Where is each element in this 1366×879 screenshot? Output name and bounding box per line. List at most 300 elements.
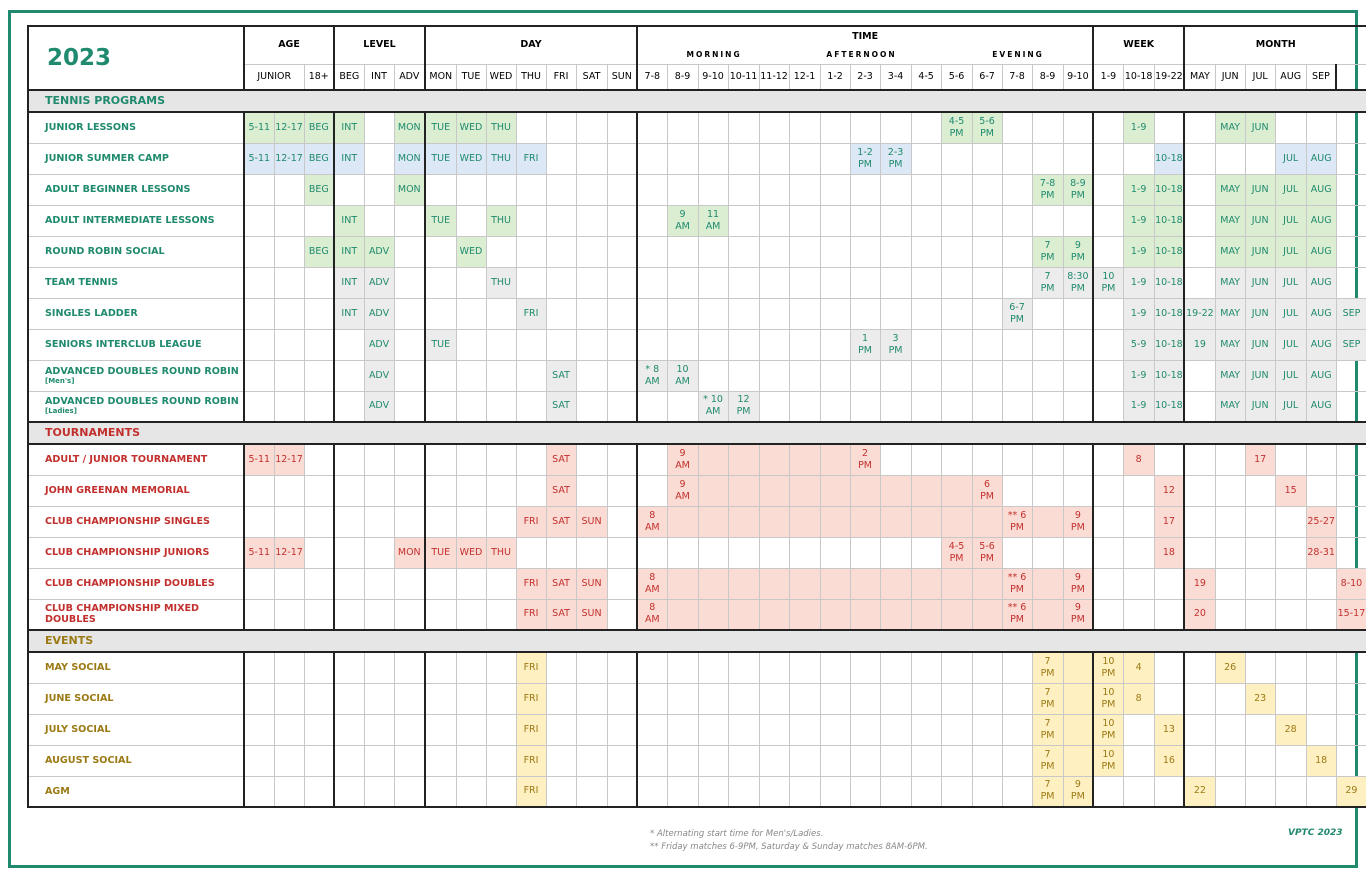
- schedule-cell: [456, 714, 486, 745]
- schedule-cell: 8 AM: [637, 506, 667, 537]
- table-row: [28, 205, 1366, 236]
- schedule-cell: [1215, 506, 1245, 537]
- schedule-cell: 10 PM: [1093, 267, 1123, 298]
- schedule-cell: [972, 329, 1002, 360]
- column-header: SAT: [576, 64, 607, 90]
- schedule-cell: AUG: [1306, 174, 1336, 205]
- schedule-cell: [911, 391, 941, 422]
- schedule-cell: [486, 683, 516, 714]
- schedule-cell: [304, 776, 334, 807]
- schedule-cell: [789, 143, 820, 174]
- schedule-cell: [304, 267, 334, 298]
- schedule-cell: [728, 329, 759, 360]
- column-header: 18+: [304, 64, 334, 90]
- schedule-cell: [1063, 329, 1093, 360]
- schedule-cell: [667, 143, 698, 174]
- schedule-cell: [789, 599, 820, 630]
- schedule-cell: [425, 391, 456, 422]
- schedule-cell: [607, 475, 637, 506]
- schedule-cell: 7 PM: [1032, 714, 1063, 745]
- schedule-cell: [759, 174, 789, 205]
- schedule-cell: [1063, 537, 1093, 568]
- schedule-cell: [486, 174, 516, 205]
- schedule-cell: ADV: [364, 267, 394, 298]
- schedule-cell: [820, 112, 850, 143]
- schedule-cell: [759, 267, 789, 298]
- schedule-cell: [1063, 112, 1093, 143]
- schedule-cell: [1063, 391, 1093, 422]
- schedule-cell: [820, 174, 850, 205]
- row-label: JOHN GREENAN MEMORIAL: [28, 475, 244, 506]
- schedule-cell: WED: [456, 143, 486, 174]
- schedule-cell: * 10 AM: [698, 391, 728, 422]
- schedule-cell: [516, 391, 546, 422]
- column-header: 3-4: [880, 64, 911, 90]
- column-header: SEP: [1306, 64, 1336, 90]
- column-header: 11-12: [759, 64, 789, 90]
- schedule-cell: [1063, 475, 1093, 506]
- schedule-cell: 2 PM: [850, 444, 880, 475]
- column-header: JUNIOR: [244, 64, 304, 90]
- schedule-cell: [789, 267, 820, 298]
- schedule-cell: [425, 475, 456, 506]
- schedule-cell: [1184, 745, 1215, 776]
- row-label: ADVANCED DOUBLES ROUND ROBIN [Ladies]: [28, 391, 244, 422]
- schedule-cell: [1032, 391, 1063, 422]
- schedule-cell: [698, 475, 728, 506]
- schedule-cell: [911, 745, 941, 776]
- row-label: ADULT / JUNIOR TOURNAMENT: [28, 444, 244, 475]
- row-label: ADULT INTERMEDIATE LESSONS: [28, 205, 244, 236]
- schedule-cell: [880, 174, 911, 205]
- row-label: CLUB CHAMPIONSHIP SINGLES: [28, 506, 244, 537]
- schedule-cell: [728, 683, 759, 714]
- schedule-cell: JUL: [1275, 391, 1306, 422]
- schedule-cell: [274, 568, 304, 599]
- schedule-cell: JUL: [1275, 360, 1306, 391]
- schedule-cell: [1245, 714, 1275, 745]
- schedule-cell: [244, 568, 274, 599]
- schedule-cell: [607, 205, 637, 236]
- schedule-cell: [1093, 205, 1123, 236]
- schedule-cell: [486, 329, 516, 360]
- schedule-cell: [972, 506, 1002, 537]
- schedule-cell: [637, 714, 667, 745]
- row-label: CLUB CHAMPIONSHIP JUNIORS: [28, 537, 244, 568]
- schedule-cell: [1245, 506, 1275, 537]
- schedule-cell: SAT: [546, 444, 576, 475]
- schedule-cell: [880, 537, 911, 568]
- schedule-cell: 2-3 PM: [880, 143, 911, 174]
- schedule-cell: [972, 568, 1002, 599]
- schedule-cell: [1154, 444, 1184, 475]
- schedule-cell: [759, 112, 789, 143]
- schedule-cell: [425, 174, 456, 205]
- schedule-cell: [364, 714, 394, 745]
- schedule-cell: JUN: [1245, 174, 1275, 205]
- schedule-cell: [759, 568, 789, 599]
- schedule-cell: 7 PM: [1032, 776, 1063, 807]
- column-header: 10-11: [728, 64, 759, 90]
- schedule-cell: [1184, 112, 1215, 143]
- schedule-cell: [941, 506, 972, 537]
- row-label: CLUB CHAMPIONSHIP MIXED DOUBLES: [28, 599, 244, 630]
- schedule-cell: [1184, 506, 1215, 537]
- schedule-cell: [880, 236, 911, 267]
- schedule-cell: 9 AM: [667, 205, 698, 236]
- schedule-cell: JUL: [1275, 143, 1306, 174]
- schedule-cell: [1245, 745, 1275, 776]
- schedule-cell: [456, 444, 486, 475]
- schedule-cell: [850, 506, 880, 537]
- schedule-cell: 5-11: [244, 143, 274, 174]
- row-label: JULY SOCIAL: [28, 714, 244, 745]
- table-row: [28, 112, 1366, 143]
- schedule-cell: [1275, 506, 1306, 537]
- schedule-cell: [759, 776, 789, 807]
- schedule-cell: [1123, 714, 1154, 745]
- schedule-cell: BEG: [304, 112, 334, 143]
- schedule-cell: [576, 267, 607, 298]
- schedule-cell: [394, 506, 425, 537]
- row-label: SENIORS INTERCLUB LEAGUE: [28, 329, 244, 360]
- schedule-cell: [304, 537, 334, 568]
- schedule-cell: [728, 360, 759, 391]
- schedule-cell: [364, 652, 394, 683]
- schedule-cell: JUL: [1275, 174, 1306, 205]
- schedule-cell: [637, 391, 667, 422]
- row-sublabel: [Men's]: [45, 376, 75, 385]
- schedule-cell: [637, 298, 667, 329]
- schedule-cell: [1123, 506, 1154, 537]
- schedule-cell: 7 PM: [1032, 267, 1063, 298]
- schedule-cell: [1093, 236, 1123, 267]
- schedule-cell: [850, 112, 880, 143]
- schedule-cell: [1063, 360, 1093, 391]
- schedule-cell: [820, 444, 850, 475]
- schedule-cell: [1032, 112, 1063, 143]
- schedule-cell: [941, 143, 972, 174]
- schedule-cell: [759, 205, 789, 236]
- schedule-cell: [576, 205, 607, 236]
- schedule-cell: 15: [1275, 475, 1306, 506]
- schedule-cell: [1306, 683, 1336, 714]
- schedule-cell: [516, 267, 546, 298]
- schedule-cell: [698, 174, 728, 205]
- schedule-cell: [911, 506, 941, 537]
- schedule-cell: [850, 714, 880, 745]
- schedule-cell: 19-22: [1184, 298, 1215, 329]
- schedule-cell: [1032, 329, 1063, 360]
- schedule-cell: [637, 112, 667, 143]
- schedule-cell: [576, 236, 607, 267]
- schedule-cell: BEG: [304, 143, 334, 174]
- schedule-cell: [789, 360, 820, 391]
- schedule-cell: [728, 568, 759, 599]
- schedule-cell: TUE: [425, 205, 456, 236]
- schedule-cell: [1215, 537, 1245, 568]
- schedule-cell: [486, 360, 516, 391]
- schedule-cell: [820, 599, 850, 630]
- schedule-cell: [304, 714, 334, 745]
- schedule-cell: [1123, 568, 1154, 599]
- schedule-cell: 9 PM: [1063, 506, 1093, 537]
- schedule-cell: 10-18: [1154, 267, 1184, 298]
- schedule-cell: [1002, 391, 1032, 422]
- schedule-cell: [425, 267, 456, 298]
- schedule-cell: 13: [1154, 714, 1184, 745]
- schedule-cell: [576, 329, 607, 360]
- row-label: JUNIOR LESSONS: [28, 112, 244, 143]
- schedule-cell: AUG: [1306, 236, 1336, 267]
- schedule-cell: 28: [1275, 714, 1306, 745]
- schedule-cell: [425, 652, 456, 683]
- row-label: AUGUST SOCIAL: [28, 745, 244, 776]
- schedule-cell: 18: [1154, 537, 1184, 568]
- schedule-cell: [456, 298, 486, 329]
- schedule-cell: [789, 683, 820, 714]
- schedule-cell: [576, 298, 607, 329]
- schedule-cell: [1063, 683, 1093, 714]
- schedule-cell: [880, 599, 911, 630]
- schedule-cell: SAT: [546, 391, 576, 422]
- schedule-cell: [364, 444, 394, 475]
- schedule-cell: FRI: [516, 298, 546, 329]
- schedule-cell: [1336, 391, 1366, 422]
- schedule-cell: 8: [1123, 683, 1154, 714]
- schedule-cell: 10-18: [1154, 143, 1184, 174]
- table-row: [28, 174, 1366, 205]
- schedule-cell: [394, 298, 425, 329]
- schedule-cell: 5-9: [1123, 329, 1154, 360]
- schedule-cell: [1184, 143, 1215, 174]
- schedule-cell: [637, 776, 667, 807]
- schedule-cell: [546, 537, 576, 568]
- schedule-cell: JUN: [1245, 267, 1275, 298]
- schedule-cell: [516, 174, 546, 205]
- schedule-cell: 9 AM: [667, 475, 698, 506]
- schedule-cell: [607, 714, 637, 745]
- schedule-cell: [486, 652, 516, 683]
- schedule-cell: [667, 745, 698, 776]
- schedule-cell: [425, 745, 456, 776]
- schedule-cell: BEG: [304, 174, 334, 205]
- schedule-cell: [1306, 599, 1336, 630]
- schedule-cell: [425, 236, 456, 267]
- schedule-cell: [394, 568, 425, 599]
- schedule-cell: [667, 298, 698, 329]
- schedule-cell: [850, 174, 880, 205]
- schedule-cell: [667, 568, 698, 599]
- schedule-cell: MAY: [1215, 267, 1245, 298]
- schedule-cell: 28-31: [1306, 537, 1336, 568]
- schedule-cell: [274, 652, 304, 683]
- footnote-friday-matches: ** Friday matches 6-9PM, Saturday & Sunday matches 8AM-6PM.: [650, 842, 928, 852]
- schedule-cell: [1123, 475, 1154, 506]
- schedule-cell: [364, 599, 394, 630]
- schedule-cell: [1002, 329, 1032, 360]
- schedule-cell: [911, 652, 941, 683]
- schedule-cell: [1093, 444, 1123, 475]
- schedule-cell: [486, 298, 516, 329]
- schedule-cell: [1093, 298, 1123, 329]
- schedule-cell: [759, 652, 789, 683]
- table-row: [28, 537, 1366, 568]
- table-row: [28, 683, 1366, 714]
- table-row: [28, 267, 1366, 298]
- schedule-cell: [941, 652, 972, 683]
- schedule-cell: [576, 391, 607, 422]
- section-header-events: EVENTS: [28, 630, 1366, 652]
- schedule-cell: 10-18: [1154, 391, 1184, 422]
- schedule-cell: [880, 475, 911, 506]
- group-header-time: TIME MORNING AFTERNOON EVENING: [637, 26, 1093, 64]
- column-header: 8-9: [667, 64, 698, 90]
- schedule-cell: [274, 205, 304, 236]
- schedule-cell: [1184, 537, 1215, 568]
- schedule-cell: [698, 298, 728, 329]
- schedule-cell: [607, 391, 637, 422]
- schedule-cell: [759, 475, 789, 506]
- schedule-cell: [1275, 599, 1306, 630]
- schedule-cell: [1184, 236, 1215, 267]
- schedule-cell: [274, 329, 304, 360]
- schedule-cell: 5-11: [244, 112, 274, 143]
- schedule-cell: [728, 143, 759, 174]
- schedule-cell: [1123, 537, 1154, 568]
- schedule-cell: [850, 745, 880, 776]
- schedule-cell: 7-8 PM: [1032, 174, 1063, 205]
- schedule-cell: 1-9: [1123, 360, 1154, 391]
- schedule-cell: [1184, 444, 1215, 475]
- schedule-cell: 22: [1184, 776, 1215, 807]
- schedule-cell: [759, 537, 789, 568]
- schedule-cell: [1002, 776, 1032, 807]
- schedule-cell: [516, 236, 546, 267]
- schedule-cell: [820, 391, 850, 422]
- schedule-cell: [880, 298, 911, 329]
- schedule-cell: 10-18: [1154, 298, 1184, 329]
- schedule-cell: [728, 236, 759, 267]
- schedule-cell: [789, 236, 820, 267]
- schedule-cell: [850, 267, 880, 298]
- schedule-cell: [304, 329, 334, 360]
- schedule-cell: [244, 714, 274, 745]
- schedule-cell: [576, 537, 607, 568]
- schedule-cell: [576, 475, 607, 506]
- schedule-cell: 4: [1123, 652, 1154, 683]
- schedule-cell: [667, 537, 698, 568]
- schedule-cell: [850, 599, 880, 630]
- schedule-cell: [1063, 714, 1093, 745]
- schedule-cell: [698, 329, 728, 360]
- schedule-cell: [972, 776, 1002, 807]
- schedule-cell: [274, 683, 304, 714]
- schedule-cell: [941, 329, 972, 360]
- schedule-cell: [274, 298, 304, 329]
- schedule-cell: [698, 112, 728, 143]
- schedule-cell: 5-11: [244, 444, 274, 475]
- schedule-cell: 4-5 PM: [941, 537, 972, 568]
- schedule-cell: [1093, 329, 1123, 360]
- schedule-cell: [1154, 568, 1184, 599]
- schedule-cell: [1336, 360, 1366, 391]
- schedule-cell: WED: [456, 112, 486, 143]
- schedule-cell: [1336, 174, 1366, 205]
- schedule-cell: INT: [334, 267, 364, 298]
- schedule-cell: [334, 391, 364, 422]
- schedule-cell: MON: [394, 112, 425, 143]
- column-header: 1-2: [820, 64, 850, 90]
- schedule-cell: [1032, 205, 1063, 236]
- schedule-cell: THU: [486, 112, 516, 143]
- schedule-cell: [274, 236, 304, 267]
- schedule-cell: [728, 714, 759, 745]
- schedule-cell: [941, 360, 972, 391]
- schedule-cell: [941, 267, 972, 298]
- schedule-cell: [789, 298, 820, 329]
- schedule-cell: [941, 568, 972, 599]
- schedule-cell: [244, 298, 274, 329]
- schedule-cell: 9 PM: [1063, 599, 1093, 630]
- schedule-cell: 12-17: [274, 143, 304, 174]
- schedule-cell: 1-9: [1123, 267, 1154, 298]
- schedule-cell: [759, 444, 789, 475]
- schedule-cell: 18: [1306, 745, 1336, 776]
- schedule-cell: [425, 298, 456, 329]
- schedule-cell: [546, 267, 576, 298]
- schedule-cell: [456, 267, 486, 298]
- schedule-cell: [364, 143, 394, 174]
- schedule-cell: [698, 360, 728, 391]
- table-row: [28, 391, 1366, 422]
- schedule-cell: [244, 329, 274, 360]
- schedule-cell: [486, 776, 516, 807]
- schedule-cell: [789, 444, 820, 475]
- schedule-cell: [304, 298, 334, 329]
- schedule-cell: [911, 599, 941, 630]
- schedule-cell: [698, 537, 728, 568]
- schedule-cell: AUG: [1306, 329, 1336, 360]
- schedule-cell: [667, 391, 698, 422]
- schedule-cell: THU: [486, 537, 516, 568]
- schedule-cell: [880, 745, 911, 776]
- schedule-cell: [1002, 475, 1032, 506]
- schedule-cell: [1245, 143, 1275, 174]
- schedule-cell: FRI: [516, 745, 546, 776]
- schedule-cell: 17: [1154, 506, 1184, 537]
- schedule-cell: [1336, 506, 1366, 537]
- schedule-cell: [1306, 568, 1336, 599]
- schedule-cell: [1245, 599, 1275, 630]
- schedule-cell: [244, 506, 274, 537]
- schedule-cell: ADV: [364, 360, 394, 391]
- schedule-cell: [546, 745, 576, 776]
- schedule-cell: [546, 298, 576, 329]
- schedule-cell: [607, 652, 637, 683]
- schedule-cell: [1336, 236, 1366, 267]
- schedule-cell: [850, 391, 880, 422]
- column-header: WED: [486, 64, 516, 90]
- schedule-cell: [1093, 174, 1123, 205]
- schedule-cell: FRI: [516, 599, 546, 630]
- schedule-cell: [456, 599, 486, 630]
- table-row: [28, 360, 1366, 391]
- schedule-cell: [667, 776, 698, 807]
- schedule-cell: [972, 683, 1002, 714]
- schedule-cell: 1-9: [1123, 236, 1154, 267]
- schedule-cell: [364, 475, 394, 506]
